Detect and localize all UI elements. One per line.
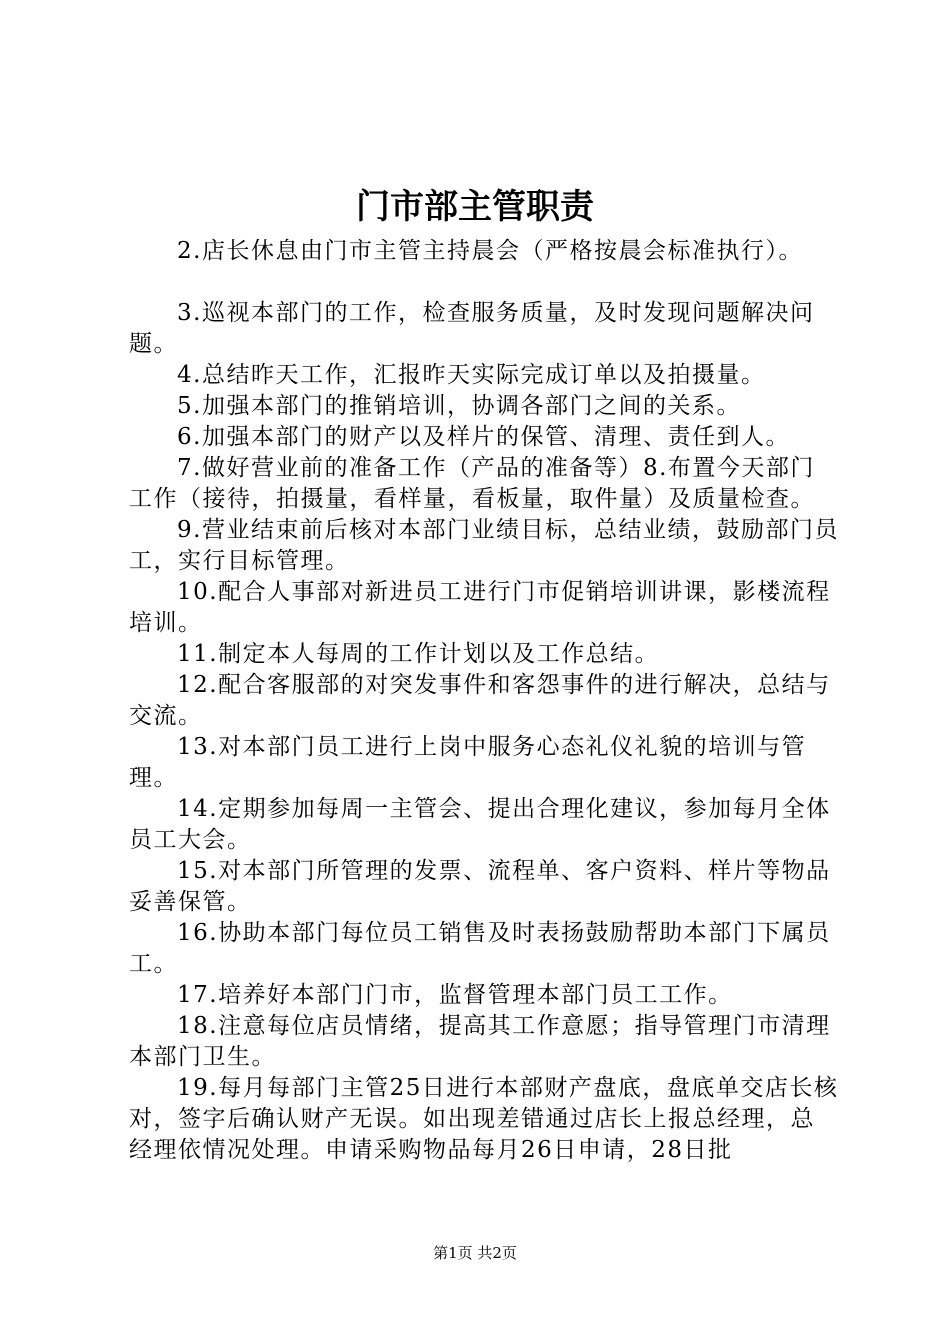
paragraph-item: 5.加强本部门的推销培训，协调各部门之间的关系。 (177, 393, 741, 419)
paragraph-item: 16.协助本部门每位员工销售及时表扬鼓励帮助本部门下属员工。 (129, 920, 831, 977)
paragraph-item: 4.总结昨天工作，汇报昨天实际完成订单以及拍摄量。 (177, 362, 766, 388)
paragraph-item: 13.对本部门员工进行上岗中服务心态礼仪礼貌的培训与管理。 (129, 734, 807, 791)
paragraph-item: 7.做好营业前的准备工作（产品的准备等）8.布置今天部门工作（接待，拍摄量，看样量，看板量，取件量）及质量检查。 (129, 455, 815, 512)
paragraph-item: 9.营业结束前后核对本部门业绩目标，总结业绩，鼓励部门员工，实行目标管理。 (129, 517, 839, 574)
paragraph-item: 2.店长休息由门市主管主持晨会（严格按晨会标准执行）。 (177, 238, 803, 264)
paragraph-item: 14.定期参加每周一主管会、提出合理化建议，参加每月全体员工大会。 (129, 796, 831, 853)
paragraph-item: 3.巡视本部门的工作，检查服务质量，及时发现问题解决问题。 (129, 300, 815, 357)
paragraph-item: 12.配合客服部的对突发事件和客怨事件的进行解决，总结与交流。 (129, 672, 831, 729)
paragraph-item: 18.注意每位店员情绪，提高其工作意愿；指导管理门市清理本部门卫生。 (129, 1013, 831, 1070)
paragraph-item: 10.配合人事部对新进员工进行门市促销培训讲课，影楼流程培训。 (129, 579, 831, 636)
paragraph-item: 19.每月每部门主管25日进行本部财产盘底，盘底单交店长核对，签字后确认财产无误。如出现差错通过店长上报总经理，总经理依情况处理。申请采购物品每月26日申请，28日批 (129, 1075, 839, 1163)
document-body (129, 236, 839, 1166)
paragraph-item: 11.制定本人每周的工作计划以及工作总结。 (177, 641, 660, 667)
paragraph-item: 17.培养好本部门门市，监督管理本部门员工工作。 (177, 982, 733, 1008)
paragraph-item: 15.对本部门所管理的发票、流程单、客户资料、样片等物品妥善保管。 (129, 858, 831, 915)
page-footer: 第1页 共2页 (433, 1244, 517, 1262)
paragraph-item: 6.加强本部门的财产以及样片的保管、清理、责任到人。 (177, 424, 790, 450)
page-title: 门市部主管职责 (356, 187, 594, 227)
